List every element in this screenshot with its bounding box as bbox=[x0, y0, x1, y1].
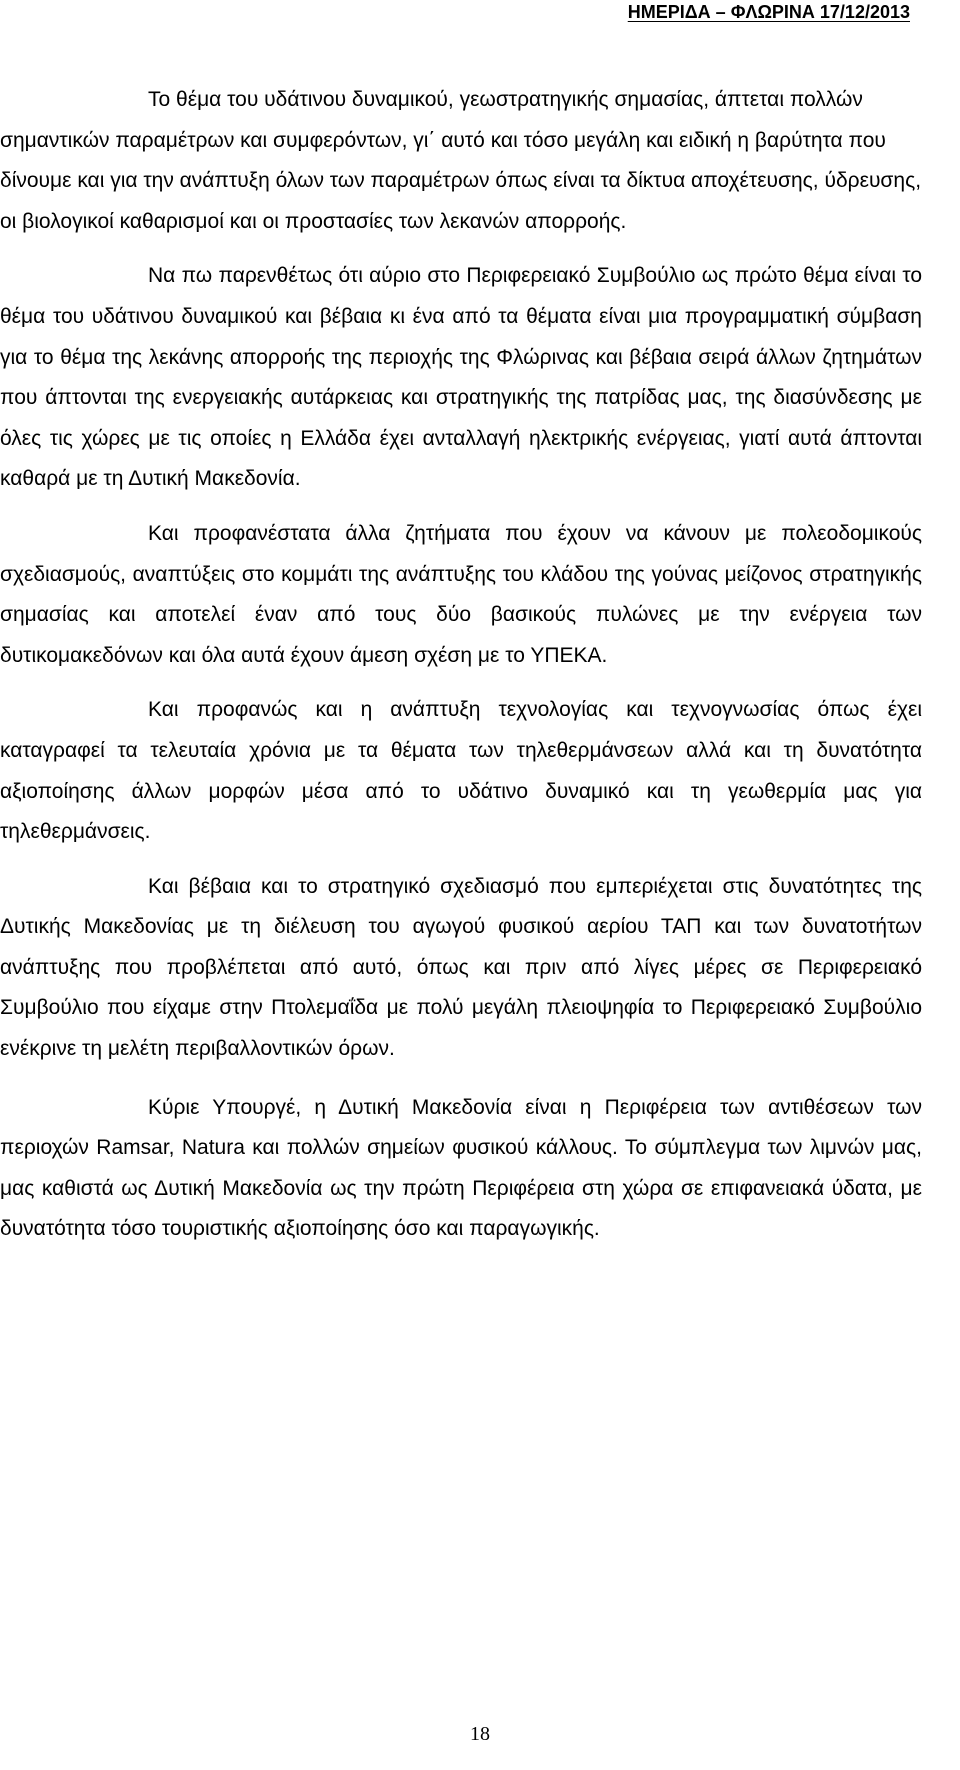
paragraph-water-resources: Το θέμα του υδάτινου δυναμικού, γεωστρατηγικής σημασίας, άπτεται πολλών σημαντικών παραμέτρων και συμφερόντων, γι΄ αυτό και τόσο μεγάλη και ειδική η βαρύτητα που δίνουμε και για την ανάπτυξη όλων των παραμέτρων όπως είναι τα δίκτυα αποχέτευσης, ύδρευσης, οι βιολογικοί καθαρισμοί και οι προστασίες των λεκανών απορροής. bbox=[0, 88, 922, 233]
paragraph-urban-planning: Και προφανέστατα άλλα ζητήματα που έχουν να κάνουν με πολεοδομικούς σχεδιασμούς, αναπτύξεις στο κομμάτι της ανάπτυξης του κλάδου της γούνας μείζονος στρατηγικής σημασίας και αποτελεί έναν από τους δύο βασικούς πυλώνες με την ενέργεια των δυτικομακεδόνων και όλα αυτά έχουν άμεση σχέση με το ΥΠΕΚΑ. bbox=[0, 521, 922, 667]
paragraph-regional-council: Να πω παρενθέτως ότι αύριο στο Περιφερειακό Συμβούλιο ως πρώτο θέμα είναι το θέμα του υδάτινου δυναμικού και βέβαια κι ένα από τα θέματα είναι μια προγραμματική σύμβαση για το θέμα της λεκάνης απορροής της περιοχής της Φλώρινας και βέβαια σειρά άλλων ζητημάτων που άπτονται της ενεργειακής αυτάρκειας και στρατηγικής της πατρίδας μας, της διασύνδεσης με όλες τις χώρες με τις οποίες η Ελλάδα έχει ανταλλαγή ηλεκτρικής ενέργειας, γιατί αυτά άπτονται καθαρά με τη Δυτική Μακεδονία. bbox=[0, 264, 922, 491]
page-number: 18 bbox=[470, 1723, 490, 1745]
paragraph-tap-pipeline: Και βέβαια και το στρατηγικό σχεδιασμό που εμπεριέχεται στις δυνατότητες της Δυτικής Μακεδονίας με τη διέλευση του αγωγού φυσικού αερίου ΤΑΠ και των δυνατοτήτων ανάπτυξης που προβλέπεται από αυτό, όπως και πριν από λίγες μέρες σε Περιφερειακό Συμβούλιο που είχαμε στην Πτολεμαΐδα με πολύ μεγάλη πλειοψηφία το Περιφερειακό Συμβούλιο ενέκρινε τη μελέτη περιβαλλοντικών όρων. bbox=[0, 874, 922, 1061]
paragraph-technology: Και προφανώς και η ανάπτυξη τεχνολογίας και τεχνογνωσίας όπως έχει καταγραφεί τα τελευταία χρόνια με τα θέματα των τηλεθερμάνσεων αλλά και τη δυνατότητα αξιοποίησης άλλων μορφών μέσα από το υδάτινο δυναμικό και τη γεωθερμία μας για τηλεθερμάνσεις. bbox=[0, 698, 922, 844]
paragraph-minister-address: Κύριε Υπουργέ, η Δυτική Μακεδονία είναι η Περιφέρεια των αντιθέσεων των περιοχών Ramsar, Natura και πολλών σημείων φυσικού κάλλους. Το σύμπλεγμα των λιμνών μας, μας καθιστά ως Δυτική Μακεδονία ως την πρώτη Περιφέρεια στη χώρα σε επιφανειακά ύδατα, με δυνατότητα τόσο τουριστικής αξιοποίησης όσο και παραγωγικής. bbox=[0, 1095, 922, 1241]
document-body bbox=[0, 80, 922, 1264]
document-header-title: ΗΜΕΡΙΔΑ – ΦΛΩΡΙΝΑ 17/12/2013 bbox=[627, 2, 910, 22]
